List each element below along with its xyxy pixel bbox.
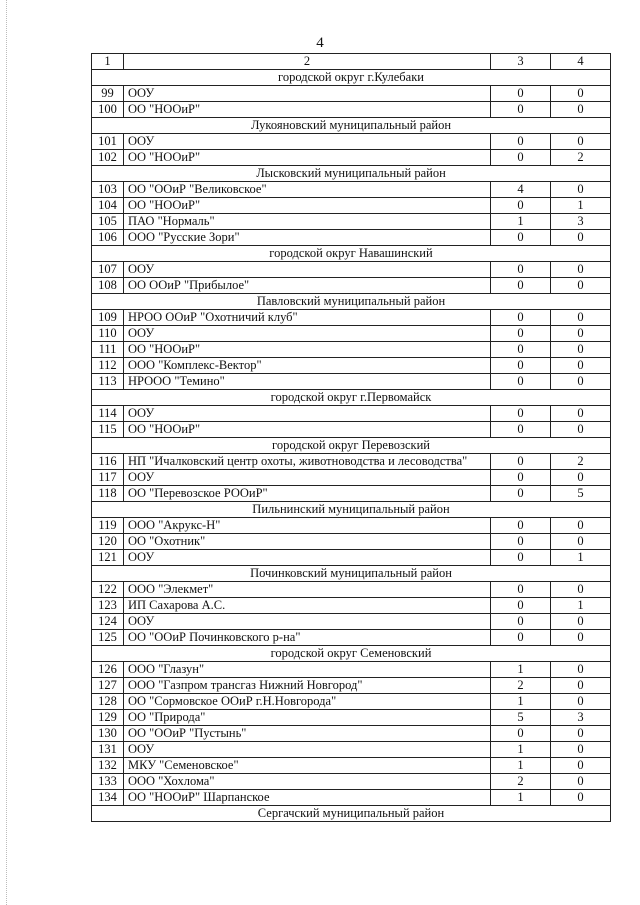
value-col-3: 0 bbox=[491, 86, 551, 102]
page-number: 4 bbox=[316, 35, 324, 51]
row-number: 120 bbox=[92, 534, 124, 550]
row-number: 102 bbox=[92, 150, 124, 166]
table-row bbox=[92, 614, 611, 630]
row-number: 128 bbox=[92, 694, 124, 710]
table-body bbox=[92, 54, 611, 822]
organization-name: ОО "НООиР" bbox=[124, 150, 491, 166]
table-row bbox=[92, 486, 611, 502]
table-row bbox=[92, 550, 611, 566]
header-col-4: 4 bbox=[551, 54, 611, 70]
region-row bbox=[92, 390, 611, 406]
value-col-4: 0 bbox=[551, 662, 611, 678]
value-col-4: 0 bbox=[551, 230, 611, 246]
table-row bbox=[92, 758, 611, 774]
value-col-4: 0 bbox=[551, 774, 611, 790]
row-number: 133 bbox=[92, 774, 124, 790]
value-col-4: 0 bbox=[551, 310, 611, 326]
organization-name: МКУ "Семеновское" bbox=[124, 758, 491, 774]
table-row bbox=[92, 102, 611, 118]
organization-name: ОО "НООиР" bbox=[124, 102, 491, 118]
organization-name: ОО "НООиР" bbox=[124, 342, 491, 358]
organization-name: ООО "Хохлома" bbox=[124, 774, 491, 790]
region-title: Пильнинский муниципальный район bbox=[92, 502, 611, 518]
value-col-3: 1 bbox=[491, 214, 551, 230]
region-row bbox=[92, 70, 611, 86]
region-row bbox=[92, 246, 611, 262]
row-number: 132 bbox=[92, 758, 124, 774]
page-edge-mark bbox=[6, 0, 8, 905]
value-col-3: 0 bbox=[491, 454, 551, 470]
row-number: 118 bbox=[92, 486, 124, 502]
table-row bbox=[92, 454, 611, 470]
row-number: 129 bbox=[92, 710, 124, 726]
table-row bbox=[92, 342, 611, 358]
value-col-4: 0 bbox=[551, 534, 611, 550]
value-col-4: 0 bbox=[551, 182, 611, 198]
value-col-4: 0 bbox=[551, 278, 611, 294]
table-row bbox=[92, 358, 611, 374]
value-col-4: 0 bbox=[551, 326, 611, 342]
region-title: городской округ г.Кулебаки bbox=[92, 70, 611, 86]
table-row bbox=[92, 182, 611, 198]
value-col-4: 0 bbox=[551, 582, 611, 598]
region-title: Починковский муниципальный район bbox=[92, 566, 611, 582]
region-row bbox=[92, 566, 611, 582]
value-col-4: 0 bbox=[551, 406, 611, 422]
row-number: 100 bbox=[92, 102, 124, 118]
row-number: 108 bbox=[92, 278, 124, 294]
value-col-4: 0 bbox=[551, 630, 611, 646]
value-col-3: 2 bbox=[491, 678, 551, 694]
value-col-4: 0 bbox=[551, 134, 611, 150]
value-col-3: 0 bbox=[491, 358, 551, 374]
organization-name: ОО "ООиР Починковского р-на" bbox=[124, 630, 491, 646]
value-col-4: 0 bbox=[551, 614, 611, 630]
region-title: Лукояновский муниципальный район bbox=[92, 118, 611, 134]
data-table bbox=[91, 53, 611, 822]
value-col-3: 0 bbox=[491, 230, 551, 246]
organization-name: ИП Сахарова А.С. bbox=[124, 598, 491, 614]
row-number: 127 bbox=[92, 678, 124, 694]
value-col-3: 0 bbox=[491, 534, 551, 550]
row-number: 117 bbox=[92, 470, 124, 486]
value-col-3: 0 bbox=[491, 614, 551, 630]
organization-name: ООО "Русские Зори" bbox=[124, 230, 491, 246]
value-col-3: 1 bbox=[491, 758, 551, 774]
value-col-4: 0 bbox=[551, 374, 611, 390]
value-col-3: 0 bbox=[491, 150, 551, 166]
value-col-3: 1 bbox=[491, 662, 551, 678]
value-col-4: 0 bbox=[551, 742, 611, 758]
table-row bbox=[92, 262, 611, 278]
organization-name: ООО "Глазун" bbox=[124, 662, 491, 678]
organization-name: ООО "Комплекс-Вектор" bbox=[124, 358, 491, 374]
region-row bbox=[92, 294, 611, 310]
row-number: 114 bbox=[92, 406, 124, 422]
row-number: 99 bbox=[92, 86, 124, 102]
value-col-4: 0 bbox=[551, 678, 611, 694]
row-number: 113 bbox=[92, 374, 124, 390]
organization-name: ОО "Охотник" bbox=[124, 534, 491, 550]
region-title: Лысковский муниципальный район bbox=[92, 166, 611, 182]
organization-name: ОО "НООиР" bbox=[124, 422, 491, 438]
row-number: 134 bbox=[92, 790, 124, 806]
table-row bbox=[92, 742, 611, 758]
region-title: Павловский муниципальный район bbox=[92, 294, 611, 310]
value-col-4: 0 bbox=[551, 758, 611, 774]
value-col-4: 0 bbox=[551, 790, 611, 806]
value-col-4: 1 bbox=[551, 198, 611, 214]
value-col-4: 3 bbox=[551, 710, 611, 726]
region-title: городской округ Семеновский bbox=[92, 646, 611, 662]
region-row bbox=[92, 166, 611, 182]
row-number: 126 bbox=[92, 662, 124, 678]
table-row bbox=[92, 470, 611, 486]
value-col-3: 0 bbox=[491, 278, 551, 294]
table-row bbox=[92, 518, 611, 534]
organization-name: ООО "Газпром трансгаз Нижний Новгород" bbox=[124, 678, 491, 694]
row-number: 104 bbox=[92, 198, 124, 214]
value-col-4: 1 bbox=[551, 598, 611, 614]
value-col-3: 0 bbox=[491, 582, 551, 598]
value-col-3: 0 bbox=[491, 374, 551, 390]
value-col-3: 1 bbox=[491, 742, 551, 758]
value-col-3: 1 bbox=[491, 694, 551, 710]
region-row bbox=[92, 502, 611, 518]
organization-name: ОО "Природа" bbox=[124, 710, 491, 726]
header-col-3: 3 bbox=[491, 54, 551, 70]
value-col-3: 0 bbox=[491, 134, 551, 150]
row-number: 106 bbox=[92, 230, 124, 246]
value-col-4: 0 bbox=[551, 470, 611, 486]
organization-name: НП "Ичалковский центр охоты, животноводства и лесоводства" bbox=[124, 454, 491, 470]
table-row bbox=[92, 86, 611, 102]
table-row bbox=[92, 630, 611, 646]
row-number: 131 bbox=[92, 742, 124, 758]
organization-name: ОО "ООиР "Пустынь" bbox=[124, 726, 491, 742]
value-col-3: 0 bbox=[491, 326, 551, 342]
value-col-3: 0 bbox=[491, 598, 551, 614]
value-col-4: 2 bbox=[551, 454, 611, 470]
value-col-3: 4 bbox=[491, 182, 551, 198]
value-col-3: 0 bbox=[491, 406, 551, 422]
row-number: 119 bbox=[92, 518, 124, 534]
value-col-4: 5 bbox=[551, 486, 611, 502]
table-row bbox=[92, 326, 611, 342]
value-col-3: 0 bbox=[491, 486, 551, 502]
row-number: 101 bbox=[92, 134, 124, 150]
table-row bbox=[92, 662, 611, 678]
header-col-2: 2 bbox=[124, 54, 491, 70]
table-row bbox=[92, 598, 611, 614]
organization-name: ОО "НООиР" bbox=[124, 198, 491, 214]
row-number: 115 bbox=[92, 422, 124, 438]
organization-name: ОО "НООиР" Шарпанское bbox=[124, 790, 491, 806]
organization-name: ООУ bbox=[124, 550, 491, 566]
table-row bbox=[92, 310, 611, 326]
value-col-3: 0 bbox=[491, 342, 551, 358]
table-row bbox=[92, 790, 611, 806]
table-row bbox=[92, 582, 611, 598]
organization-name: ООУ bbox=[124, 262, 491, 278]
table-row bbox=[92, 694, 611, 710]
organization-name: ООУ bbox=[124, 406, 491, 422]
table-row bbox=[92, 374, 611, 390]
value-col-3: 5 bbox=[491, 710, 551, 726]
row-number: 122 bbox=[92, 582, 124, 598]
value-col-4: 0 bbox=[551, 262, 611, 278]
table-row bbox=[92, 774, 611, 790]
row-number: 103 bbox=[92, 182, 124, 198]
row-number: 124 bbox=[92, 614, 124, 630]
organization-name: ООО "Элекмет" bbox=[124, 582, 491, 598]
table-row bbox=[92, 534, 611, 550]
row-number: 125 bbox=[92, 630, 124, 646]
row-number: 110 bbox=[92, 326, 124, 342]
value-col-4: 3 bbox=[551, 214, 611, 230]
organization-name: ПАО "Нормаль" bbox=[124, 214, 491, 230]
organization-name: ОО "ООиР "Великовское" bbox=[124, 182, 491, 198]
value-col-4: 0 bbox=[551, 86, 611, 102]
value-col-4: 0 bbox=[551, 102, 611, 118]
organization-name: ООУ bbox=[124, 326, 491, 342]
organization-name: ОО "Сормовское ООиР г.Н.Новгорода" bbox=[124, 694, 491, 710]
row-number: 112 bbox=[92, 358, 124, 374]
value-col-3: 0 bbox=[491, 726, 551, 742]
value-col-4: 2 bbox=[551, 150, 611, 166]
value-col-3: 0 bbox=[491, 630, 551, 646]
row-number: 130 bbox=[92, 726, 124, 742]
row-number: 107 bbox=[92, 262, 124, 278]
value-col-3: 0 bbox=[491, 262, 551, 278]
region-row bbox=[92, 118, 611, 134]
value-col-3: 0 bbox=[491, 310, 551, 326]
row-number: 116 bbox=[92, 454, 124, 470]
value-col-3: 0 bbox=[491, 470, 551, 486]
region-title: городской округ г.Первомайск bbox=[92, 390, 611, 406]
table-row bbox=[92, 198, 611, 214]
value-col-3: 0 bbox=[491, 422, 551, 438]
region-row bbox=[92, 646, 611, 662]
table-header-row bbox=[92, 54, 611, 70]
value-col-4: 0 bbox=[551, 694, 611, 710]
table-row bbox=[92, 726, 611, 742]
row-number: 105 bbox=[92, 214, 124, 230]
organization-name: ООО "Акрукс-Н" bbox=[124, 518, 491, 534]
row-number: 111 bbox=[92, 342, 124, 358]
table-row bbox=[92, 150, 611, 166]
value-col-3: 1 bbox=[491, 790, 551, 806]
organization-name: ООУ bbox=[124, 134, 491, 150]
table-row bbox=[92, 406, 611, 422]
organization-name: ООУ bbox=[124, 86, 491, 102]
organization-name: НРОО ООиР "Охотничий клуб" bbox=[124, 310, 491, 326]
region-row bbox=[92, 438, 611, 454]
value-col-3: 2 bbox=[491, 774, 551, 790]
value-col-3: 0 bbox=[491, 198, 551, 214]
organization-name: ОО ООиР "Прибылое" bbox=[124, 278, 491, 294]
value-col-4: 0 bbox=[551, 518, 611, 534]
table-row bbox=[92, 278, 611, 294]
header-col-1: 1 bbox=[92, 54, 124, 70]
value-col-4: 1 bbox=[551, 550, 611, 566]
row-number: 123 bbox=[92, 598, 124, 614]
region-row bbox=[92, 806, 611, 822]
value-col-3: 0 bbox=[491, 102, 551, 118]
organization-name: НРООО "Темино" bbox=[124, 374, 491, 390]
value-col-3: 0 bbox=[491, 550, 551, 566]
row-number: 121 bbox=[92, 550, 124, 566]
table-row bbox=[92, 678, 611, 694]
table-row bbox=[92, 710, 611, 726]
table-row bbox=[92, 134, 611, 150]
region-title: городской округ Навашинский bbox=[92, 246, 611, 262]
value-col-4: 0 bbox=[551, 342, 611, 358]
value-col-4: 0 bbox=[551, 726, 611, 742]
organization-name: ООУ bbox=[124, 470, 491, 486]
table-row bbox=[92, 230, 611, 246]
region-title: Сергачский муниципальный район bbox=[92, 806, 611, 822]
table-row bbox=[92, 214, 611, 230]
value-col-4: 0 bbox=[551, 358, 611, 374]
organization-name: ОО "Перевозское РООиР" bbox=[124, 486, 491, 502]
row-number: 109 bbox=[92, 310, 124, 326]
organization-name: ООУ bbox=[124, 742, 491, 758]
region-title: городской округ Перевозский bbox=[92, 438, 611, 454]
value-col-3: 0 bbox=[491, 518, 551, 534]
table-row bbox=[92, 422, 611, 438]
organization-name: ООУ bbox=[124, 614, 491, 630]
value-col-4: 0 bbox=[551, 422, 611, 438]
